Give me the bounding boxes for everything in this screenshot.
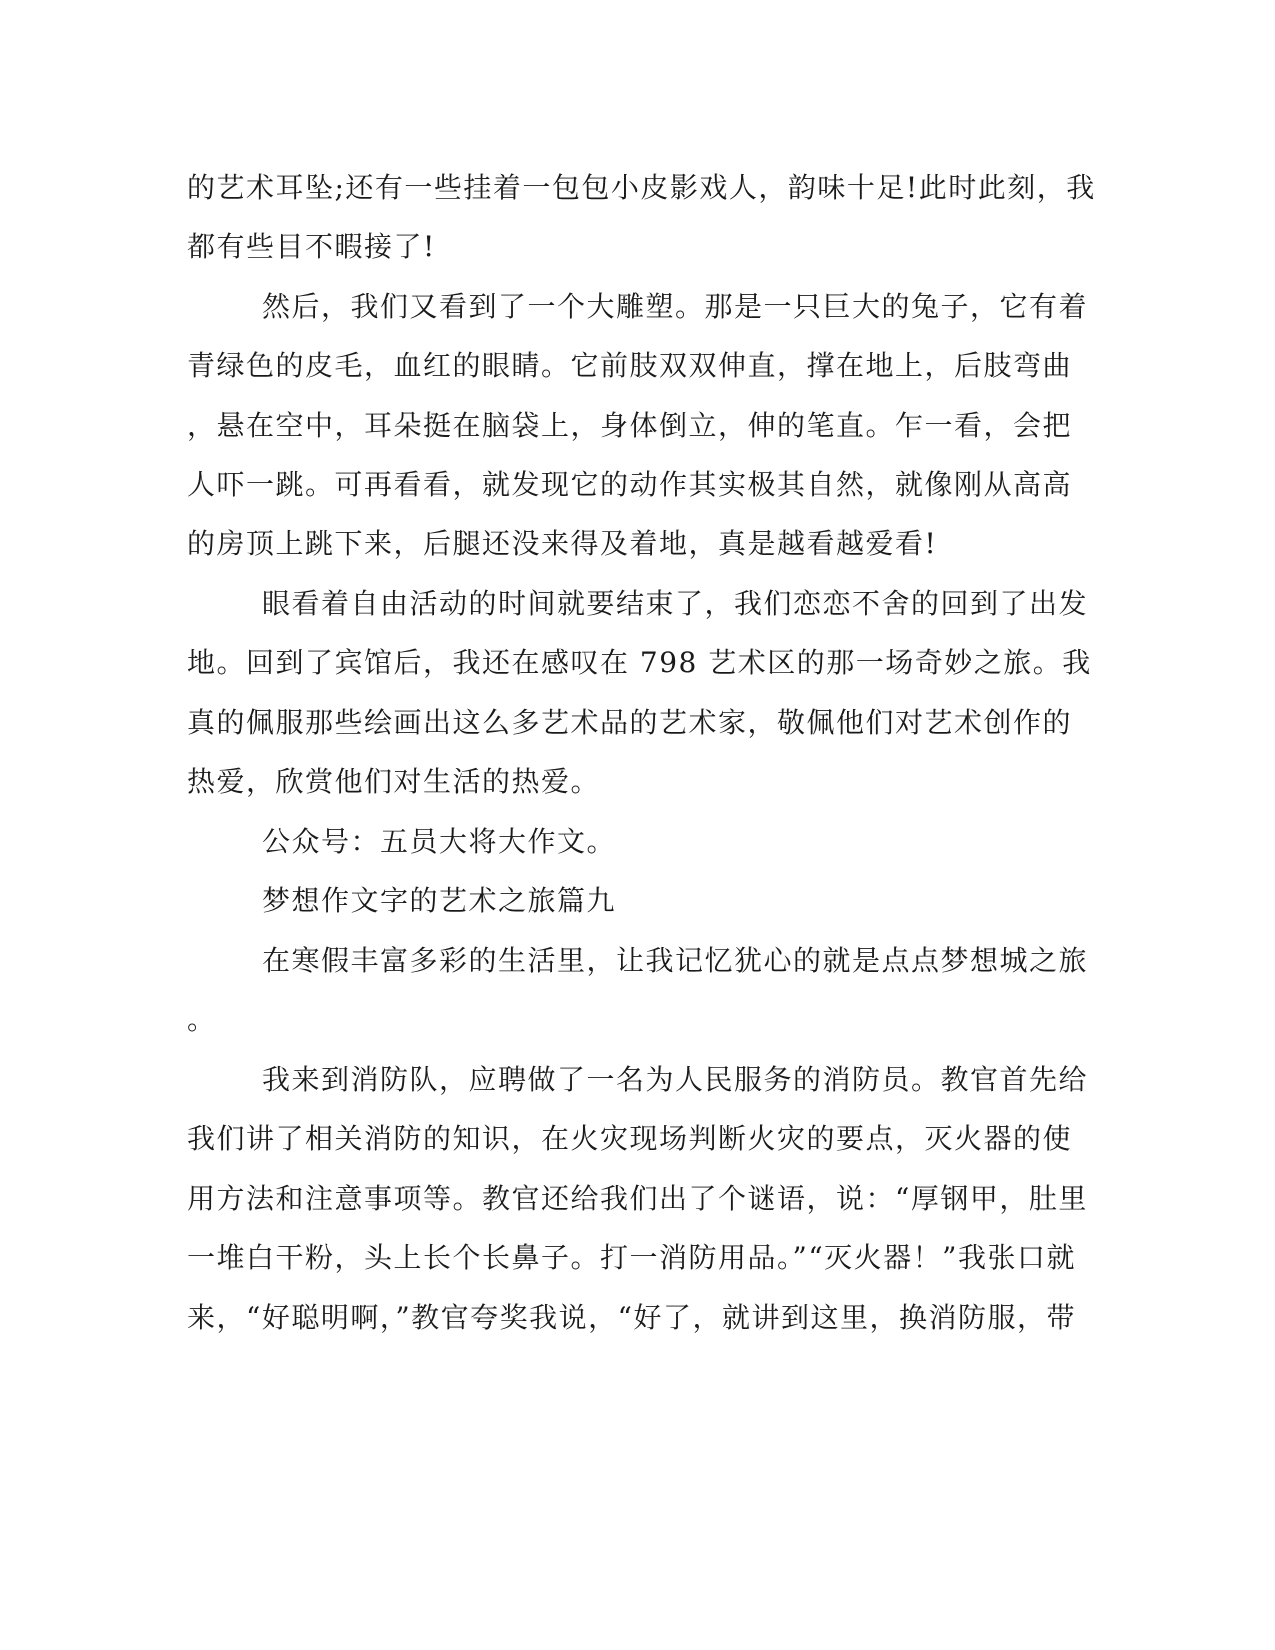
text-line: 的艺术耳坠;还有一些挂着一包包小皮影戏人，韵味十足!此时此刻，我 (187, 171, 1096, 204)
text-line: 我们讲了相关消防的知识，在火灾现场判断火灾的要点，灭火器的使 (187, 1122, 1073, 1155)
paragraph-start: 在寒假丰富多彩的生活里，让我记忆犹心的就是点点梦想城之旅 (262, 944, 1089, 977)
paragraph-start: 我来到消防队，应聘做了一名为人民服务的消防员。教官首先给 (262, 1063, 1089, 1096)
paragraph-start: 然后，我们又看到了一个大雕塑。那是一只巨大的兔子，它有着 (262, 290, 1089, 323)
paragraph-start: 公众号：五员大将大作文。 (262, 825, 617, 858)
text-line: 的房顶上跳下来，后腿还没来得及着地，真是越看越爱看! (187, 527, 938, 560)
text-line: 。 (187, 1003, 217, 1036)
text-line: 地。回到了宾馆后，我还在感叹在 798 艺术区的那一场奇妙之旅。我 (187, 646, 1092, 679)
text-line: 用方法和注意事项等。教官还给我们出了个谜语，说：“厚钢甲，肚里 (187, 1182, 1088, 1215)
text-line: 来，“好聪明啊，”教官夸奖我说，“好了，就讲到这里，换消防服，带 (187, 1301, 1076, 1334)
text-line: 人吓一跳。可再看看，就发现它的动作其实极其自然，就像刚从高高 (187, 468, 1073, 501)
text-line: 一堆白干粉，头上长个长鼻子。打一消防用品。”“灭火器！”我张口就 (187, 1241, 1076, 1274)
text-line: ，悬在空中，耳朵挺在脑袋上，身体倒立，伸的笔直。乍一看，会把 (187, 409, 1073, 442)
section-heading: 梦想作文字的艺术之旅篇九 (262, 884, 617, 917)
text-line: 青绿色的皮毛，血红的眼睛。它前肢双双伸直，撑在地上，后肢弯曲 (187, 349, 1073, 382)
text-line: 都有些目不暇接了! (187, 230, 436, 263)
text-line: 热爱，欣赏他们对生活的热爱。 (187, 765, 601, 798)
text-line: 真的佩服那些绘画出这么多艺术品的艺术家，敬佩他们对艺术创作的 (187, 706, 1073, 739)
paragraph-start: 眼看着自由活动的时间就要结束了，我们恋恋不舍的回到了出发 (262, 587, 1089, 620)
